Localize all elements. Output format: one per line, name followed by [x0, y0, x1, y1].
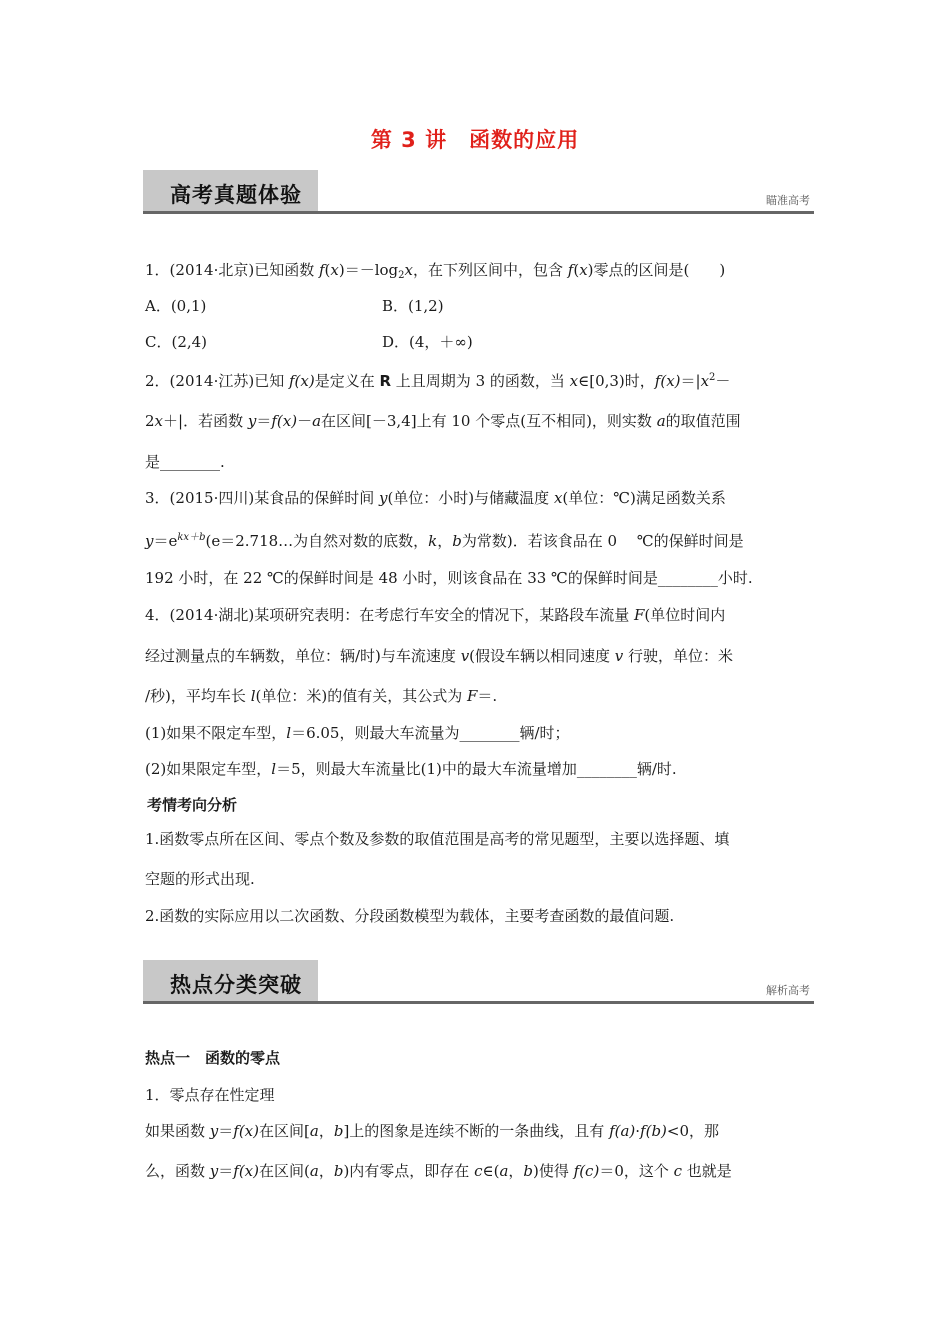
text: 3．(2015·四川)某食品的保鲜时间 [145, 489, 379, 507]
math-x: x [569, 372, 579, 390]
option-c: C．(2,4) [145, 333, 208, 351]
text: 如果函数 [145, 1122, 210, 1140]
math-b: b [523, 1162, 534, 1180]
option-b: B．(1,2) [382, 297, 444, 315]
text: 么，函数 [145, 1162, 210, 1180]
text: － [715, 372, 731, 390]
math-a: a [312, 412, 322, 430]
text: ，在下列区间中，包含 [413, 261, 568, 279]
text: (假设车辆以相同速度 [469, 647, 615, 665]
text: (e＝2.718…为自然对数的底数， [205, 532, 429, 550]
question-2-line-1 [145, 368, 730, 391]
text: (单位：小时)与储藏温度 [387, 489, 554, 507]
banner-label: 热点分类突破 [170, 973, 302, 997]
math-a: a [309, 1122, 319, 1140]
text: 行驶，单位：米 [623, 647, 734, 665]
math-f: f [567, 261, 574, 279]
text: ]上的图象是连续不断的一条曲线，且有 [343, 1122, 610, 1140]
math-l: l [250, 687, 256, 705]
math-y: y [247, 412, 257, 430]
text: ＝6.05，则最大车流量为________辆/时； [291, 724, 570, 742]
banner-tag: 瞄准高考 [766, 194, 810, 207]
math-y: y [378, 489, 388, 507]
text: ＝ [218, 1162, 234, 1180]
text: 是定义在 [314, 372, 380, 390]
math-b: b [333, 1122, 344, 1140]
text: ， [437, 532, 453, 550]
text: ， [318, 1162, 334, 1180]
banner-rule [143, 211, 814, 214]
hot-topic-line-1 [145, 1121, 719, 1141]
math-c: c [474, 1162, 483, 1180]
option-d: D．(4，＋∞) [382, 333, 473, 351]
math-y: y [209, 1162, 219, 1180]
superscript: 2 [709, 372, 716, 383]
text: 在区间( [259, 1162, 310, 1180]
math-k: k [428, 532, 438, 550]
text: (2)如果限定车型， [145, 760, 272, 778]
text: ∈[0,3)时， [578, 372, 655, 390]
math: f(x) [271, 412, 298, 430]
math-y: y [209, 1122, 219, 1140]
question-4-part-2 [145, 759, 677, 779]
text: )内有零点，即存在 [343, 1162, 475, 1180]
text: ＝| [680, 372, 701, 390]
text: ＝ [218, 1122, 234, 1140]
text: <0，那 [666, 1122, 720, 1140]
math-x: x [154, 412, 164, 430]
math-l: l [271, 760, 277, 778]
math-a: a [499, 1162, 509, 1180]
math-b: b [452, 532, 462, 550]
question-1 [145, 260, 725, 286]
text: 2．(2014·江苏)已知 [145, 372, 289, 390]
text: 也就是 [682, 1162, 732, 1180]
math: f(x) [233, 1162, 259, 1180]
banner-rule [143, 1001, 814, 1004]
text: 2 [145, 412, 155, 430]
text: (单位时间内 [644, 606, 726, 624]
math-F: F [466, 687, 478, 705]
math-l: l [286, 724, 292, 742]
text: ∈( [482, 1162, 500, 1180]
math-a: a [309, 1162, 319, 1180]
math-x: x [700, 372, 710, 390]
math-y: y [145, 532, 154, 550]
text: － [297, 412, 313, 430]
math-a: a [656, 412, 666, 430]
text: 1．(2014·北京)已知函数 [145, 261, 319, 279]
question-2-line-3: 是________. [145, 453, 225, 471]
page-title: 第 3 讲 函数的应用 [370, 128, 580, 152]
text: ＝5，则最大车流量比(1)中的最大车流量增加________辆/时. [276, 760, 677, 778]
hot-topic-line-2 [145, 1161, 732, 1181]
option-a: A．(0,1) [145, 297, 207, 315]
text: ， [318, 1122, 334, 1140]
text: 在区间[－3,4]上有 10 个零点(互不相同)，则实数 [321, 412, 657, 430]
analysis-paragraph-2: 2.函数的实际应用以二次函数、分段函数模型为载体，主要考查函数的最值问题. [145, 907, 675, 925]
question-3-line-1 [145, 488, 726, 508]
math-F: F [633, 606, 645, 624]
question-2-line-2 [145, 411, 741, 431]
math-x: x [330, 261, 339, 279]
math: f(x) [288, 372, 315, 390]
text: (单位：℃)满足函数关系 [562, 489, 726, 507]
hot-topic-subheading: 1．零点存在性定理 [145, 1086, 275, 1104]
text: 为常数)．若该食品在 0 ℃的保鲜时间是 [461, 532, 744, 550]
text: (1)如果不限定车型， [145, 724, 287, 742]
question-4-line-1 [145, 605, 725, 625]
analysis-paragraph-1a: 1.函数零点所在区间、零点个数及参数的取值范围是高考的常见题型，主要以选择题、填 [145, 830, 730, 848]
section-banner-hot-topics [143, 960, 814, 1004]
math-x: x [579, 261, 588, 279]
question-3-line-2 [145, 528, 744, 551]
question-3-line-3: 192 小时，在 22 ℃的保鲜时间是 48 小时，则该食品在 33 ℃的保鲜时间是________小时. [145, 569, 753, 587]
text: ＋|．若函数 [163, 412, 248, 430]
text: ( [573, 261, 580, 279]
math: f(b) [640, 1122, 667, 1140]
math: f(x) [654, 372, 681, 390]
text: ＝0，这个 [599, 1162, 674, 1180]
text: )使得 [533, 1162, 574, 1180]
text: ＝e [153, 532, 178, 550]
banner-tag: 解析高考 [766, 984, 810, 997]
question-4-part-1 [145, 723, 570, 743]
math-v: v [460, 647, 470, 665]
text: )零点的区间是( ) [587, 261, 726, 279]
subscript: 2 [398, 270, 405, 281]
question-4-line-2 [145, 646, 733, 666]
text: ， [508, 1162, 524, 1180]
banner-label: 高考真题体验 [170, 183, 302, 207]
math: f(x) [233, 1122, 259, 1140]
analysis-heading: 考情考向分析 [147, 796, 238, 814]
text: ( [324, 261, 331, 279]
section-banner-real-exam [143, 170, 814, 214]
math-b: b [333, 1162, 344, 1180]
text: (单位：米)的值有关，其公式为 [255, 687, 467, 705]
math-v: v [614, 647, 624, 665]
text: ＝ [256, 412, 272, 430]
question-4-line-3 [145, 686, 497, 706]
text: )＝－log [338, 261, 399, 279]
hot-topic-heading: 热点一 函数的零点 [145, 1049, 281, 1067]
text: · [635, 1122, 641, 1140]
text: /秒)，平均车长 [145, 687, 251, 705]
analysis-paragraph-1b: 空题的形式出现. [145, 870, 255, 888]
text: 的取值范围 [665, 412, 741, 430]
math-R: R [379, 372, 392, 390]
superscript: kx＋b [177, 532, 206, 543]
text: 4．(2014·湖北)某项研究表明：在考虑行车安全的情况下，某路段车流量 [145, 606, 634, 624]
math: f(c) [573, 1162, 600, 1180]
text: ＝. [477, 687, 498, 705]
text: 在区间[ [259, 1122, 310, 1140]
math: f(a) [609, 1122, 636, 1140]
math-x: x [553, 489, 563, 507]
text: 上且周期为 3 的函数，当 [391, 372, 570, 390]
text: 经过测量点的车辆数，单位：辆/时)与车流速度 [145, 647, 461, 665]
math-c: c [673, 1162, 683, 1180]
math-f: f [318, 261, 325, 279]
math-x: x [404, 261, 413, 279]
